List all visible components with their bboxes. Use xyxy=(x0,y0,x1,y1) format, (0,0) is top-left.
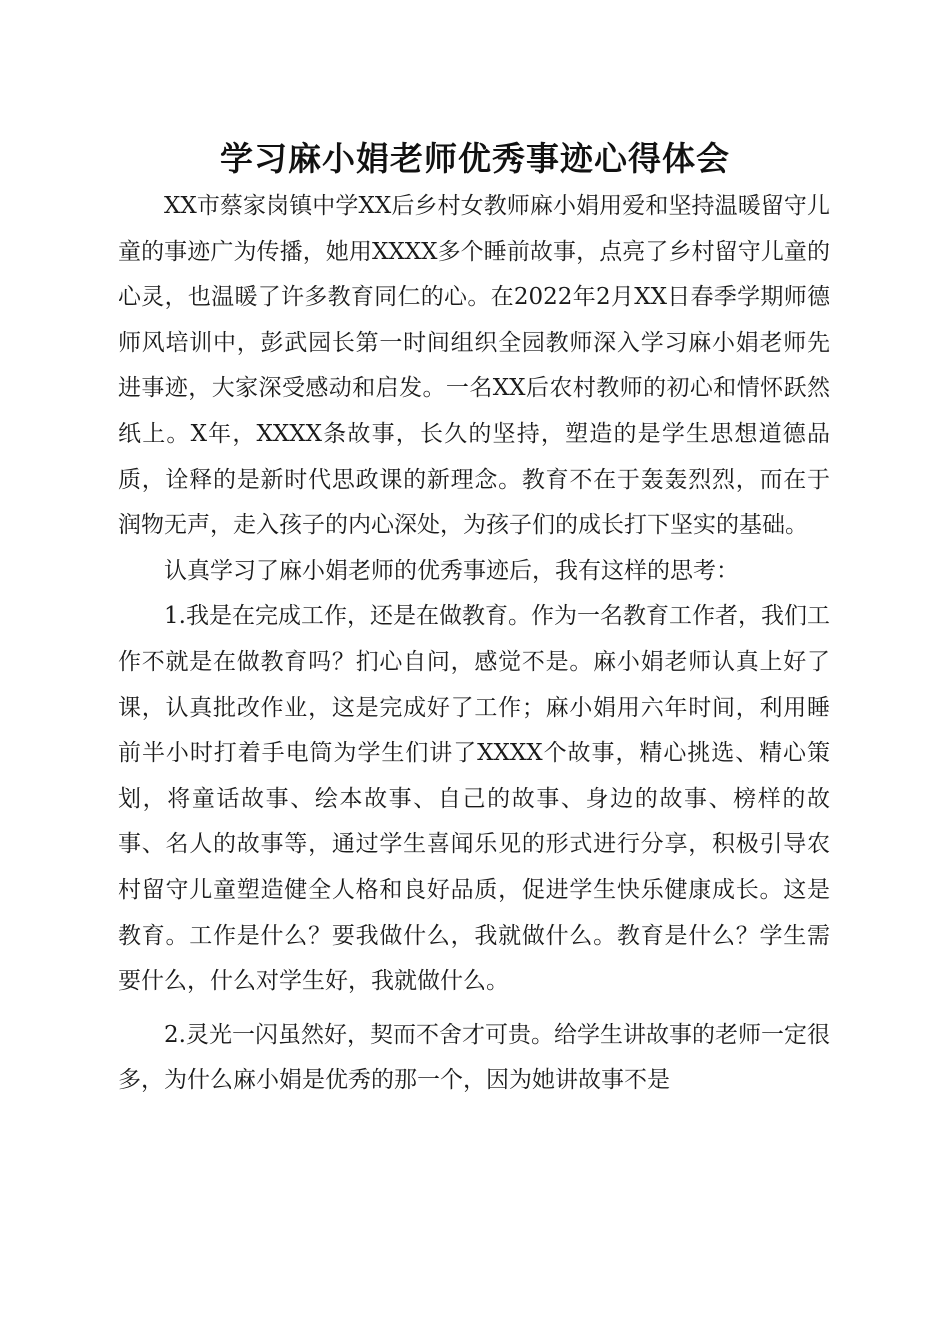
paragraph-intro: XX市蔡家岗镇中学XX后乡村女教师麻小娟用爱和坚持温暖留守儿童的事迹广为传播，她用XXXX多个睡前故事，点亮了乡村留守儿童的心灵，也温暖了许多教育同仁的心。在2022年2月XX日春季学期师德师风培训中，彭武园长第一时间组织全园教师深入学习麻小娟老师先进事迹，大家深受感动和启发。一名XX后农村教师的初心和情怀跃然纸上。X年，XXXX条故事，长久的坚持，塑造的是学生思想道德品质，诠释的是新时代思政课的新理念。教育不在于轰轰烈烈，而在于润物无声，走入孩子的内心深处，为孩子们的成长打下坚实的基础。 xyxy=(118,193,830,539)
paragraph-reflection-lead: 认真学习了麻小娟老师的优秀事迹后，我有这样的思考： xyxy=(164,557,739,584)
paragraph-point-2: 2.灵光一闪虽然好，契而不舍才可贵。给学生讲故事的老师一定很多，为什么麻小娟是优秀的那一个，因为她讲故事不是 xyxy=(118,1021,830,1094)
paragraph-point-1: 1.我是在完成工作，还是在做教育。作为一名教育工作者，我们工作不就是在做教育吗？扪心自问，感觉不是。麻小娟老师认真上好了课，认真批改作业，这是完成好了工作；麻小娟用六年时间，利用睡前半小时打着手电筒为学生们讲了XXXX个故事，精心挑选、精心策划，将童话故事、绘本故事、自己的故事、身边的故事、榜样的故事、名人的故事等，通过学生喜闻乐见的形式进行分享，积极引导农村留守儿童塑造健全人格和良好品质，促进学生快乐健康成长。这是教育。工作是什么？要我做什么，我就做什么。教育是什么？学生需要什么，什么对学生好，我就做什么。 xyxy=(118,603,830,995)
document-body xyxy=(118,184,830,1104)
document-title: 学习麻小娟老师优秀事迹心得体会 xyxy=(220,139,730,178)
